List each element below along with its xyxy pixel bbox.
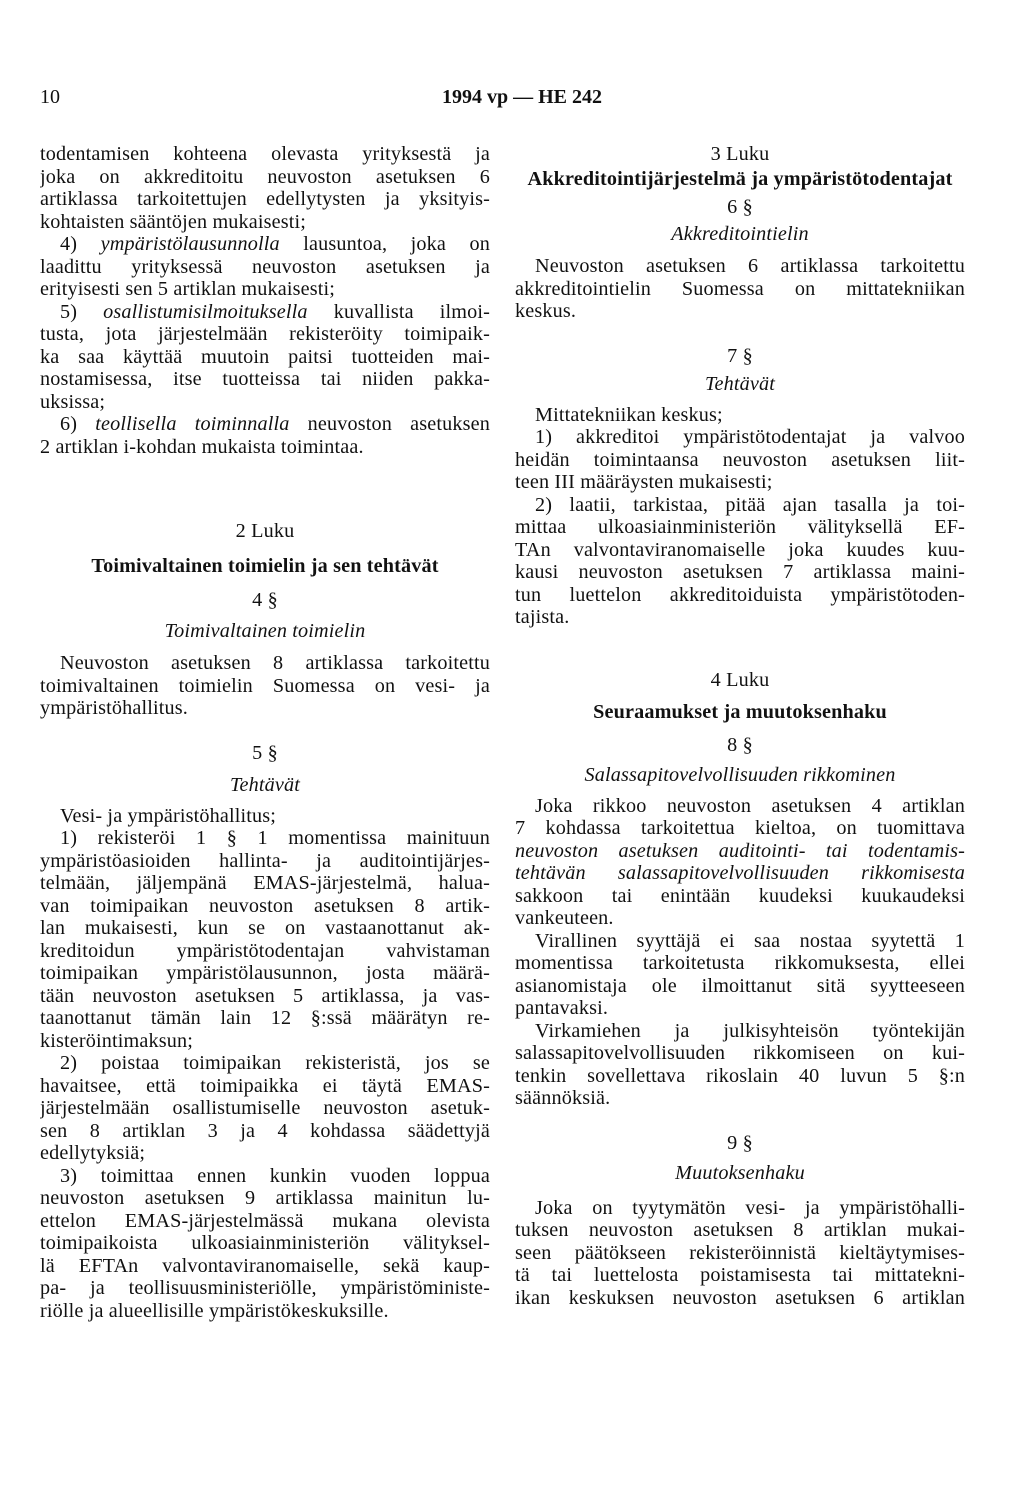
text-line: pantavaksi.	[515, 997, 609, 1019]
text-line: toimipaikan ympäristölausunnon, josta määrä-	[40, 962, 490, 984]
text-line: artiklassa tarkoitettujen edellytysten ja yksityis-	[40, 188, 490, 210]
chapter-number: 3 Luku	[710, 143, 770, 165]
section-title: Tehtävät	[230, 774, 300, 796]
left-column	[40, 143, 490, 1322]
text-line: tajista.	[515, 606, 570, 628]
defined-term: teollisella toiminnalla	[95, 413, 290, 435]
text-line: pa- ja teollisuusministeriölle, ympäristöministe-	[40, 1277, 490, 1299]
page-number: 10	[40, 86, 60, 108]
section-6-text	[515, 255, 965, 323]
text-line: asianomistaja ole ilmoittanut sitä syytteeseen	[515, 974, 965, 997]
text-line: ettelon EMAS-järjestelmässä mukana olevista	[40, 1209, 490, 1232]
section-number: 9 §	[727, 1131, 753, 1154]
text-line: sakkoon tai enintään kuudeksi kuukaudeksi	[515, 884, 965, 907]
list-item-4	[40, 233, 490, 301]
section-title: Salassapitovelvollisuuden rikkominen	[584, 764, 896, 786]
text-line: lan mukaisesti, kun se on vastaanottanut ak-	[40, 917, 490, 939]
section-5-text	[40, 805, 490, 1323]
chapter-number: 4 Luku	[710, 668, 770, 691]
section-number: 4 §	[252, 589, 278, 611]
text-line: taanottanut tämän lain 12 §:ssä määrätyn re-	[40, 1007, 490, 1029]
text-line: Neuvoston asetuksen 6 artiklassa tarkoitettu	[535, 255, 965, 277]
chapter-number: 2 Luku	[235, 520, 295, 542]
text-line: Neuvoston asetuksen 8 artiklassa tarkoitettu	[60, 652, 490, 674]
text-line: ympäristöhallitus.	[40, 697, 188, 719]
text-line: uksissa;	[40, 390, 106, 413]
section-title: Muutoksenhaku	[675, 1162, 805, 1184]
text-line: 2) laatii, tarkistaa, pitää ajan tasalla ja toi-	[535, 493, 965, 516]
text-line: erityisesti sen 5 artiklan mukaisesti;	[40, 278, 335, 300]
text-line: havaitsee, että toimipaikka ei täytä EMAS-	[40, 1074, 490, 1097]
text-line: tun luettelon akkreditoiduista ympäristötoden-	[515, 583, 965, 606]
chapter-title: Seuraamukset ja muutoksenhaku	[593, 701, 887, 723]
text-line: riölle ja alueellisille ympäristökeskuksille.	[40, 1299, 389, 1322]
text-line: lä EFTAn valvontaviranomaiselle, sekä kaup-	[40, 1254, 490, 1277]
text-line: kreditoidun ympäristötodentajan vahvistaman	[40, 939, 490, 962]
text-line: ka saa käyttää muutoin paitsi tuotteiden mai-	[40, 345, 490, 368]
text-line: tä tai luettelosta poistamisesta tai mittatekni-	[515, 1264, 965, 1286]
text-line: sen 8 artiklan 3 ja 4 kohdassa säädettyjä	[40, 1119, 490, 1142]
text-line: Joka on tyytymätön vesi- ja ympäristöhalli-	[535, 1196, 965, 1219]
text-line: keskus.	[515, 300, 577, 322]
text-line	[515, 840, 965, 863]
text-line: teen III määräysten mukaisesti;	[515, 471, 773, 493]
text-line: neuvoston asetuksen 9 artiklassa mainitun lu-	[40, 1187, 490, 1209]
text-line: 3) toimittaa ennen kunkin vuoden loppua	[60, 1164, 490, 1187]
text-line: Mittatekniikan keskus;	[535, 403, 723, 426]
running-title: 1994 vp — HE 242	[441, 86, 603, 108]
right-column	[515, 143, 965, 1309]
defined-term: osallistumisilmoituksella	[103, 300, 308, 323]
text-line: joka on akkreditoitu neuvoston asetuksen 6	[40, 165, 490, 188]
section-9-text	[515, 1197, 965, 1310]
text-line: Virallinen syyttäjä ei saa nostaa syytettä 1	[535, 929, 965, 952]
text-line	[40, 233, 490, 256]
text-line: tään neuvoston asetuksen 5 artiklassa, ja vas-	[40, 984, 490, 1007]
text-line: vankeuteen.	[515, 907, 614, 929]
section-number: 8 §	[727, 733, 753, 756]
section-title: Akkreditointielin	[671, 222, 809, 245]
text-line: laadittu yrityksessä neuvoston asetuksen ja	[40, 255, 490, 278]
page-header	[40, 82, 984, 112]
text-line: 7 kohdassa tarkoitettua kieltoa, on tuomittava	[515, 817, 965, 839]
chapter-title: Toimivaltainen toimielin ja sen tehtävät	[91, 554, 439, 577]
text-line: van toimipaikan neuvoston asetuksen 8 artik-	[40, 894, 490, 917]
text-line: tuksen neuvoston asetuksen 8 artiklan mukai-	[515, 1219, 965, 1241]
text-line: ikan keskuksen neuvoston asetuksen 6 artiklan	[515, 1286, 965, 1309]
text-line: momentissa tarkoitetusta rikkomuksesta, ellei	[515, 952, 965, 974]
text-line: toimipaikoista ulkoasiainministeriön välityksel-	[40, 1232, 490, 1254]
item-text: neuvoston asetuksen	[289, 413, 490, 435]
text-line: järjestelmään osallistumiselle neuvoston asetuk-	[40, 1097, 490, 1119]
section-number: 5 §	[252, 741, 278, 764]
paragraph-continuation	[40, 143, 490, 233]
section-number: 7 §	[727, 344, 753, 367]
section-title: Toimivaltainen toimielin	[164, 619, 366, 642]
text-line: tusta, jota järjestelmään rekisteröity toimipaik-	[40, 323, 490, 345]
section-8-text	[515, 795, 965, 1110]
section-7-text	[515, 404, 965, 629]
text-line: 2 artiklan i-kohdan mukaista toimintaa.	[40, 435, 364, 458]
section-4-text	[40, 652, 490, 720]
text-line: kohtaisten sääntöjen mukaisesti;	[40, 210, 307, 233]
text-line: Joka rikkoo neuvoston asetuksen 4 artiklan	[535, 794, 965, 817]
item-number: 4)	[60, 233, 101, 255]
text-line: seen päätökseen rekisteröinnistä kieltäytymises-	[515, 1241, 965, 1264]
text-line: 2) poistaa toimipaikan rekisteristä, jos se	[60, 1052, 490, 1074]
text-line: Virkamiehen ja julkisyhteisön työntekijän	[535, 1019, 965, 1042]
text-line: kisteröintimaksun;	[40, 1029, 193, 1052]
text-line: kausi neuvoston asetuksen 7 artiklassa maini-	[515, 561, 965, 583]
list-item-6	[40, 413, 490, 458]
text-line: tenkin sovellettava rikoslain 40 luvun 5 §:n	[515, 1064, 965, 1087]
text-line: TAn valvontaviranomaiselle joka kuudes kuu-	[515, 538, 965, 561]
text-line: 1) akkreditoi ympäristötodentajat ja valvoo	[535, 426, 965, 448]
item-number: 6)	[60, 413, 96, 435]
italic-text: neuvoston asetuksen auditointi- tai todentamis-	[515, 839, 965, 862]
text-line: mittaa ulkoasiainministeriön välityksellä EF-	[515, 516, 965, 538]
text-line: toimivaltainen toimielin Suomessa on vesi- ja	[40, 674, 490, 697]
text-line: 1) rekisteröi 1 § 1 momentissa mainituun	[60, 827, 490, 849]
italic-text: tehtävän salassapitovelvollisuuden rikkomisesta	[515, 862, 965, 884]
defined-term: ympäristölausunnolla	[100, 233, 280, 255]
section-number: 6 §	[727, 196, 753, 218]
text-line: heidän toimintaansa neuvoston asetuksen liit-	[515, 448, 965, 471]
text-line	[515, 862, 965, 885]
text-line: Vesi- ja ympäristöhallitus;	[60, 804, 276, 827]
text-line: salassapitovelvollisuuden rikkomiseen on kui-	[515, 1042, 965, 1064]
section-title: Tehtävät	[705, 373, 775, 395]
item-text: kuvallista ilmoi-	[307, 300, 490, 323]
item-text: lausuntoa, joka on	[279, 233, 490, 255]
item-number: 5)	[60, 300, 104, 323]
text-line: akkreditointielin Suomessa on mittatekniikan	[515, 277, 965, 300]
list-item-5	[40, 301, 490, 414]
text-line: ympäristöasioiden hallinta- ja auditointijärjes-	[40, 849, 490, 872]
text-line: säännöksiä.	[515, 1087, 611, 1109]
text-line: nostamisessa, itse tuotteissa tai niiden pakka-	[40, 368, 490, 390]
text-line: edellytyksiä;	[40, 1142, 146, 1164]
text-line: telmään, jäljempänä EMAS-järjestelmä, halua-	[40, 872, 490, 894]
text-line	[40, 413, 490, 436]
chapter-title: Akkreditointijärjestelmä ja ympäristötodentajat	[527, 167, 953, 190]
text-line: todentamisen kohteena olevasta yrityksestä ja	[40, 143, 490, 165]
text-line	[40, 301, 490, 324]
